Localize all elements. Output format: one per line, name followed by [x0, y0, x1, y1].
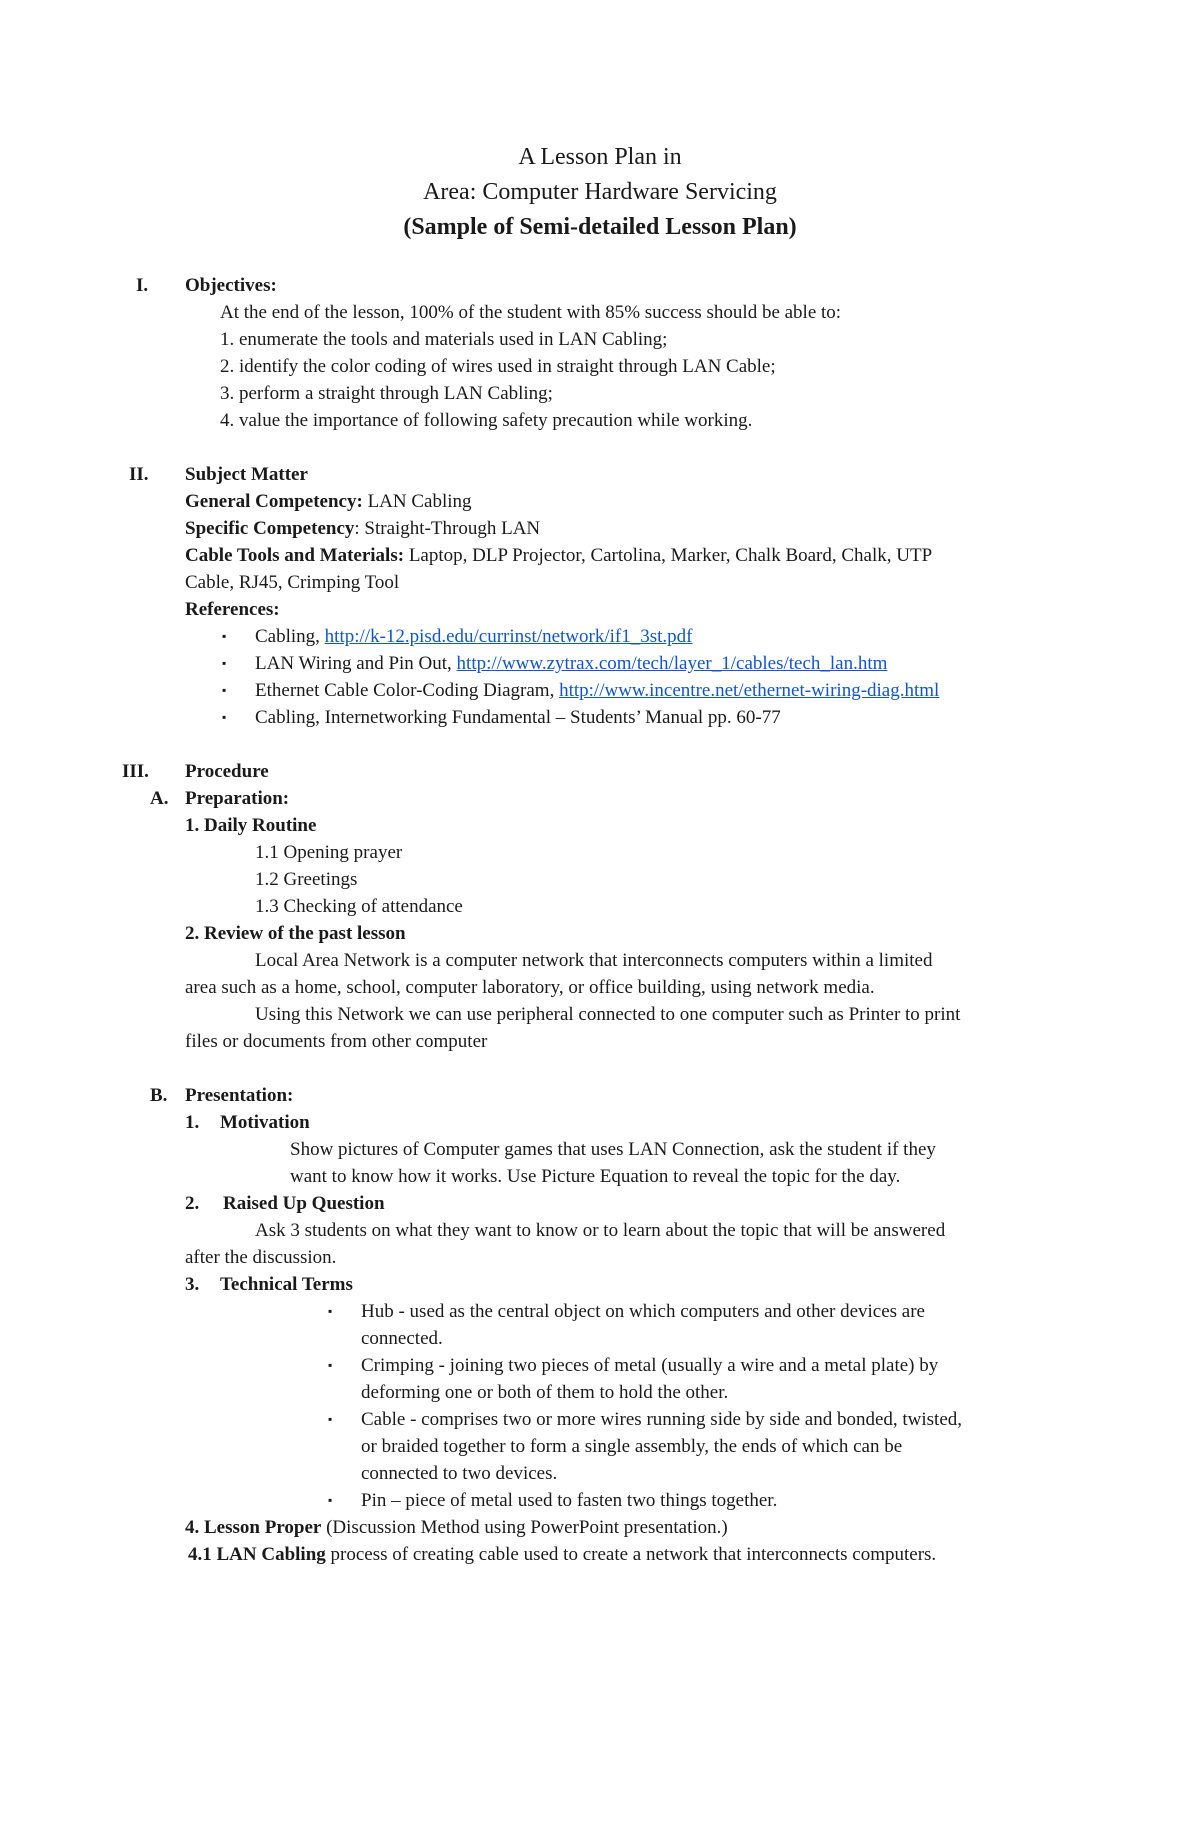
reference-text: Ethernet Cable Color-Coding Diagram, — [255, 680, 560, 701]
review-paragraph-line: area such as a home, school, computer laboratory, or office building, using network media. — [185, 977, 875, 998]
objectives-intro: At the end of the lesson, 100% of the student with 85% success should be able to: — [220, 302, 842, 323]
reference-link[interactable]: http://k-12.pisd.edu/currinst/network/if1_3st.pdf — [324, 626, 693, 647]
cable-tools-label: Cable Tools and Materials: — [185, 545, 405, 566]
term-line: Hub - used as the central object on which computers and other devices are — [361, 1301, 925, 1322]
objective-item: 1. enumerate the tools and materials used in LAN Cabling; — [220, 329, 668, 350]
motivation-line: want to know how it works. Use Picture Equation to reveal the topic for the day. — [290, 1166, 901, 1187]
bullet-icon: ▪ — [328, 1493, 333, 1507]
subject-heading: Subject Matter — [185, 464, 308, 485]
doc-title-line-2: Area: Computer Hardware Servicing — [423, 179, 777, 205]
doc-title-line-3: (Sample of Semi-detailed Lesson Plan) — [403, 214, 797, 240]
bullet-icon: ▪ — [328, 1412, 333, 1426]
objective-item: 4. value the importance of following safety precaution while working. — [220, 410, 753, 431]
question-line: after the discussion. — [185, 1247, 337, 1268]
motivation-heading: Motivation — [220, 1112, 310, 1133]
question-line: Ask 3 students on what they want to know or to learn about the topic that will be answered — [255, 1220, 946, 1241]
term-line: or braided together to form a single assembly, the ends of which can be — [361, 1436, 903, 1457]
reference-text: Cabling, Internetworking Fundamental – Students’ Manual pp. 60-77 — [255, 707, 781, 728]
review-paragraph-line: Local Area Network is a computer network that interconnects computers within a limited — [255, 950, 933, 971]
subsection-letter-b: B. — [150, 1085, 168, 1106]
terms-number: 3. — [185, 1274, 200, 1295]
general-competency-label: General Competency: — [185, 491, 363, 512]
doc-title-line-1: A Lesson Plan in — [518, 144, 682, 170]
cable-tools-value: Laptop, DLP Projector, Cartolina, Marker, Chalk Board, Chalk, UTP — [404, 545, 933, 566]
term-line: Cable - comprises two or more wires running side by side and bonded, twisted, — [361, 1409, 963, 1430]
bullet-icon: ▪ — [328, 1304, 333, 1318]
motivation-line: Show pictures of Computer games that uses LAN Connection, ask the student if they — [290, 1139, 936, 1160]
objectives-heading: Objectives: — [185, 275, 277, 296]
subsection-letter-a: A. — [150, 788, 169, 809]
question-heading: Raised Up Question — [223, 1193, 385, 1214]
question-number: 2. — [185, 1193, 200, 1214]
term-line: Crimping - joining two pieces of metal (usually a wire and a metal plate) by — [361, 1355, 939, 1376]
review-heading: 2. Review of the past lesson — [185, 923, 406, 944]
bullet-icon: ▪ — [222, 656, 227, 670]
term-line: deforming one or both of them to hold the other. — [361, 1382, 729, 1403]
daily-routine-heading: 1. Daily Routine — [185, 815, 317, 836]
references-label: References: — [185, 599, 280, 620]
procedure-heading: Procedure — [185, 761, 269, 782]
reference-link[interactable]: http://www.zytrax.com/tech/layer_1/cables/tech_lan.htm — [456, 653, 888, 674]
reference-text: Cabling, — [255, 626, 325, 647]
reference-item — [255, 704, 781, 731]
specific-competency-label: Specific Competency — [185, 518, 355, 539]
section-numeral-2: II. — [129, 464, 149, 485]
term-line: Pin – piece of metal used to fasten two things together. — [361, 1490, 778, 1511]
lan-cabling — [188, 1541, 936, 1568]
general-competency — [185, 488, 472, 515]
review-paragraph-line: Using this Network we can use peripheral connected to one computer such as Printer to print — [255, 1004, 961, 1025]
specific-competency — [185, 515, 540, 542]
section-numeral-1: I. — [136, 275, 149, 296]
reference-item — [255, 623, 693, 650]
section-numeral-3: III. — [122, 761, 149, 782]
objective-item: 2. identify the color coding of wires used in straight through LAN Cable; — [220, 356, 776, 377]
lesson-proper-value: (Discussion Method using PowerPoint presentation.) — [321, 1517, 728, 1538]
specific-competency-value: : Straight-Through LAN — [354, 518, 541, 539]
lesson-proper — [185, 1514, 728, 1541]
term-line: connected. — [361, 1328, 443, 1349]
lan-cabling-label: 4.1 LAN Cabling — [188, 1544, 326, 1565]
presentation-heading: Presentation: — [185, 1085, 294, 1106]
lesson-proper-label: 4. Lesson Proper — [185, 1517, 322, 1538]
bullet-icon: ▪ — [222, 683, 227, 697]
review-paragraph-line: files or documents from other computer — [185, 1031, 488, 1052]
reference-item — [255, 677, 939, 704]
cable-tools — [185, 542, 932, 569]
routine-item: 1.2 Greetings — [255, 869, 358, 890]
routine-item: 1.3 Checking of attendance — [255, 896, 463, 917]
motivation-number: 1. — [185, 1112, 200, 1133]
general-competency-value: LAN Cabling — [362, 491, 472, 512]
bullet-icon: ▪ — [222, 629, 227, 643]
bullet-icon: ▪ — [328, 1358, 333, 1372]
lan-cabling-value: process of creating cable used to create a network that interconnects computers. — [325, 1544, 937, 1565]
terms-heading: Technical Terms — [220, 1274, 353, 1295]
reference-item — [255, 650, 887, 677]
bullet-icon: ▪ — [222, 710, 227, 724]
routine-item: 1.1 Opening prayer — [255, 842, 403, 863]
term-line: connected to two devices. — [361, 1463, 558, 1484]
objective-item: 3. perform a straight through LAN Cabling; — [220, 383, 553, 404]
preparation-heading: Preparation: — [185, 788, 290, 809]
reference-link[interactable]: http://www.incentre.net/ethernet-wiring-diag.html — [559, 680, 940, 701]
reference-text: LAN Wiring and Pin Out, — [255, 653, 457, 674]
cable-tools-continued: Cable, RJ45, Crimping Tool — [185, 572, 400, 593]
